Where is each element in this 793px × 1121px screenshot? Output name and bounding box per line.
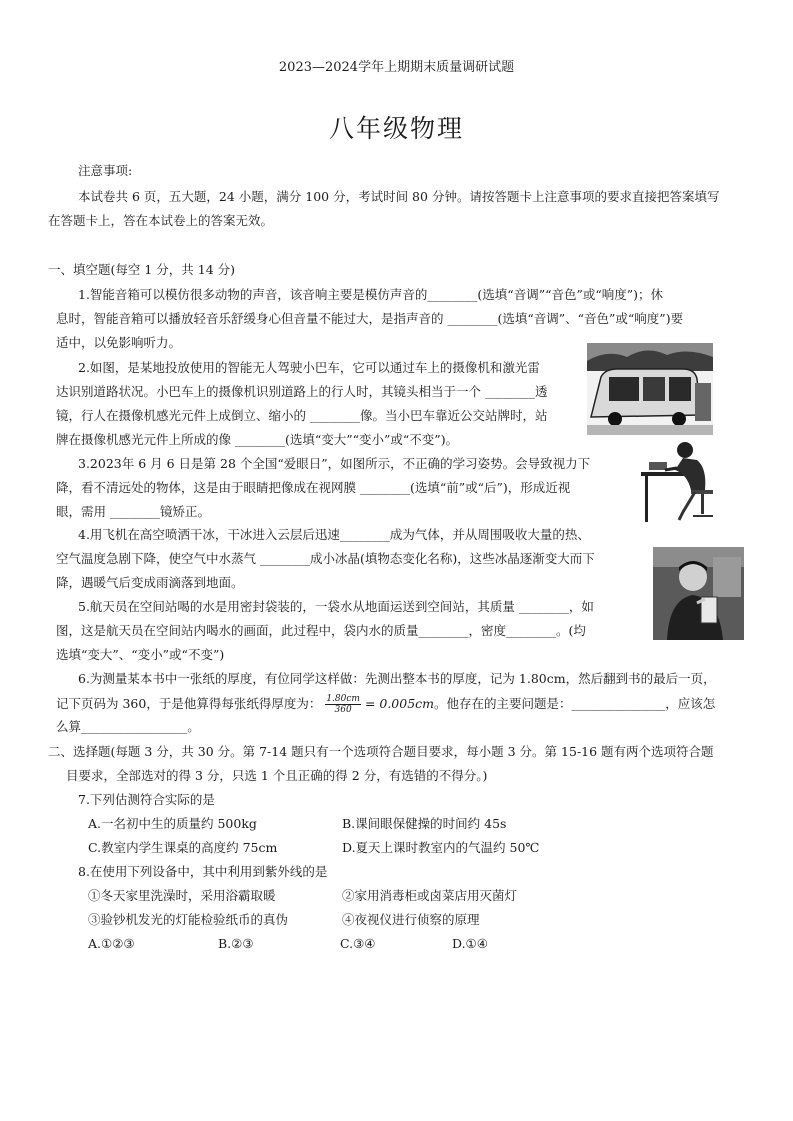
notice-line-1: 本试卷共 6 页，五大题，24 小题，满分 100 分，考试时间 80 分钟。请按答题卡上注意事项的要求直接把答案填写 — [78, 189, 720, 204]
q1-line-2: 息时，智能音箱可以播放轻音乐舒缓身心但音量不能过大，是指声音的 ________(选填“音调”、“音色”或“响度”)要 — [56, 311, 684, 326]
q8-item-2: ②家用消毒柜或卤菜店用灭菌灯 — [342, 888, 518, 903]
q8-item-4: ④夜视仪进行侦察的原理 — [342, 912, 480, 927]
q2-line-1: 2.如图，是某地投放使用的智能无人驾驶小巴车，它可以通过车上的摄像机和激光雷 — [78, 360, 540, 375]
q6-line-2-suffix: 。他存在的主要问题是：_______________，应该怎 — [434, 696, 716, 711]
q7-option-d: D.夏天上课时教室内的气温约 50℃ — [342, 840, 540, 855]
q8-option-c: C.③④ — [340, 936, 376, 951]
section1-heading: 一、填空题(每空 1 分，共 14 分) — [48, 262, 236, 277]
q3-line-2: 降，看不清远处的物体，这是由于眼睛把像成在视网膜 ________(选填“前”或“后”)，形成近视 — [56, 480, 571, 495]
page-title: 八年级物理 — [328, 114, 464, 143]
q7-stem: 7.下列估测符合实际的是 — [78, 792, 215, 807]
fraction-denominator: 360 — [334, 705, 352, 715]
q3-line-1: 3.2023年 6 月 6 日是第 28 个全国“爱眼日”，如图所示，不正确的学习姿势。会导致视力下 — [78, 456, 591, 471]
q8-item-1: ①冬天家里洗澡时，采用浴霸取暖 — [88, 888, 276, 903]
q1-line-3: 适中，以免影响听力。 — [56, 335, 182, 350]
q2-line-4: 牌在摄像机感光元件上所成的像 ________(选填“变大”“变小”或“不变”)。 — [56, 432, 459, 447]
student-posture-figure — [635, 438, 731, 524]
q1-line-1: 1.智能音箱可以模仿很多动物的声音，该音响主要是模仿声音的________(选填“音调”“音色”或“响度”)；休 — [78, 287, 664, 302]
q4-line-3: 降，遇暖气后变成雨滴落到地面。 — [56, 575, 244, 590]
q6-line-2 — [56, 693, 715, 715]
q5-line-1: 5.航天员在空间站喝的水是用密封袋装的，一袋水从地面运送到空间站，其质量 ________，如 — [78, 599, 594, 614]
q7-option-c: C.教室内学生课桌的高度约 75cm — [88, 840, 278, 855]
thickness-fraction — [325, 694, 361, 715]
q7-option-a: A.一名初中生的质量约 500kg — [88, 816, 257, 831]
q3-line-3: 眼，需用 ________镜矫正。 — [56, 504, 210, 519]
q6-equation-result: = 0.005cm — [364, 696, 435, 711]
minibus-figure — [587, 343, 713, 435]
q6-line-1: 6.为测量某本书中一张纸的厚度，有位同学这样做：先测出整本书的厚度，记为 1.80cm，然后翻到书的最后一页， — [78, 671, 716, 686]
q8-option-d: D.①④ — [452, 936, 488, 951]
q6-line-3: 么算_________________。 — [56, 719, 200, 734]
notice-heading: 注意事项: — [78, 163, 133, 178]
q7-option-b: B.课间眼保健操的时间约 45s — [342, 816, 507, 831]
q4-line-1: 4.用飞机在高空喷洒干冰，干冰进入云层后迅速________成为气体，并从周围吸收大量的热、 — [78, 527, 590, 542]
section2-heading-line-2: 目要求，全部选对的得 3 分，只选 1 个且正确的得 2 分，有选错的不得分。) — [66, 768, 488, 783]
notice-line-2: 在答题卡上，答在本试卷上的答案无效。 — [48, 213, 274, 228]
q5-line-3: 选填“变大”、“变小”或“不变”) — [56, 647, 225, 662]
exam-series-title: 2023—2024学年上期期末质量调研试题 — [278, 60, 515, 75]
fraction-numerator: 1.80cm — [326, 694, 360, 704]
q5-line-2: 图，这是航天员在空间站内喝水的画面，此过程中，袋内水的质量________，密度________。(均 — [56, 623, 586, 638]
q4-line-2: 空气温度急剧下降，使空气中水蒸气 ________成小冰晶(填物态变化名称)，这些冰晶逐渐变大而下 — [56, 551, 595, 566]
astronaut-drinking-figure — [653, 547, 744, 640]
q6-line-2-prefix: 记下页码为 360，于是他算得每张纸得厚度为： — [56, 696, 322, 711]
q8-stem: 8.在使用下列设备中，其中利用到紫外线的是 — [78, 864, 328, 879]
q2-line-3: 镜，行人在摄像机感光元件上成倒立、缩小的 ________像。当小巴车靠近公交站牌时，站 — [56, 408, 548, 423]
q8-option-b: B.②③ — [218, 936, 254, 951]
q8-item-3: ③验钞机发光的灯能检验纸币的真伪 — [88, 912, 289, 927]
q8-option-a: A.①②③ — [88, 936, 135, 951]
q2-line-2: 达识别道路状况。小巴车上的摄像机识别道路上的行人时，其镜头相当于一个 ________透 — [56, 384, 548, 399]
section2-heading-line-1: 二、选择题(每题 3 分，共 30 分。第 7-14 题只有一个选项符合题目要求，每小题 3 分。第 15-16 题有两个选项符合题 — [48, 744, 714, 759]
